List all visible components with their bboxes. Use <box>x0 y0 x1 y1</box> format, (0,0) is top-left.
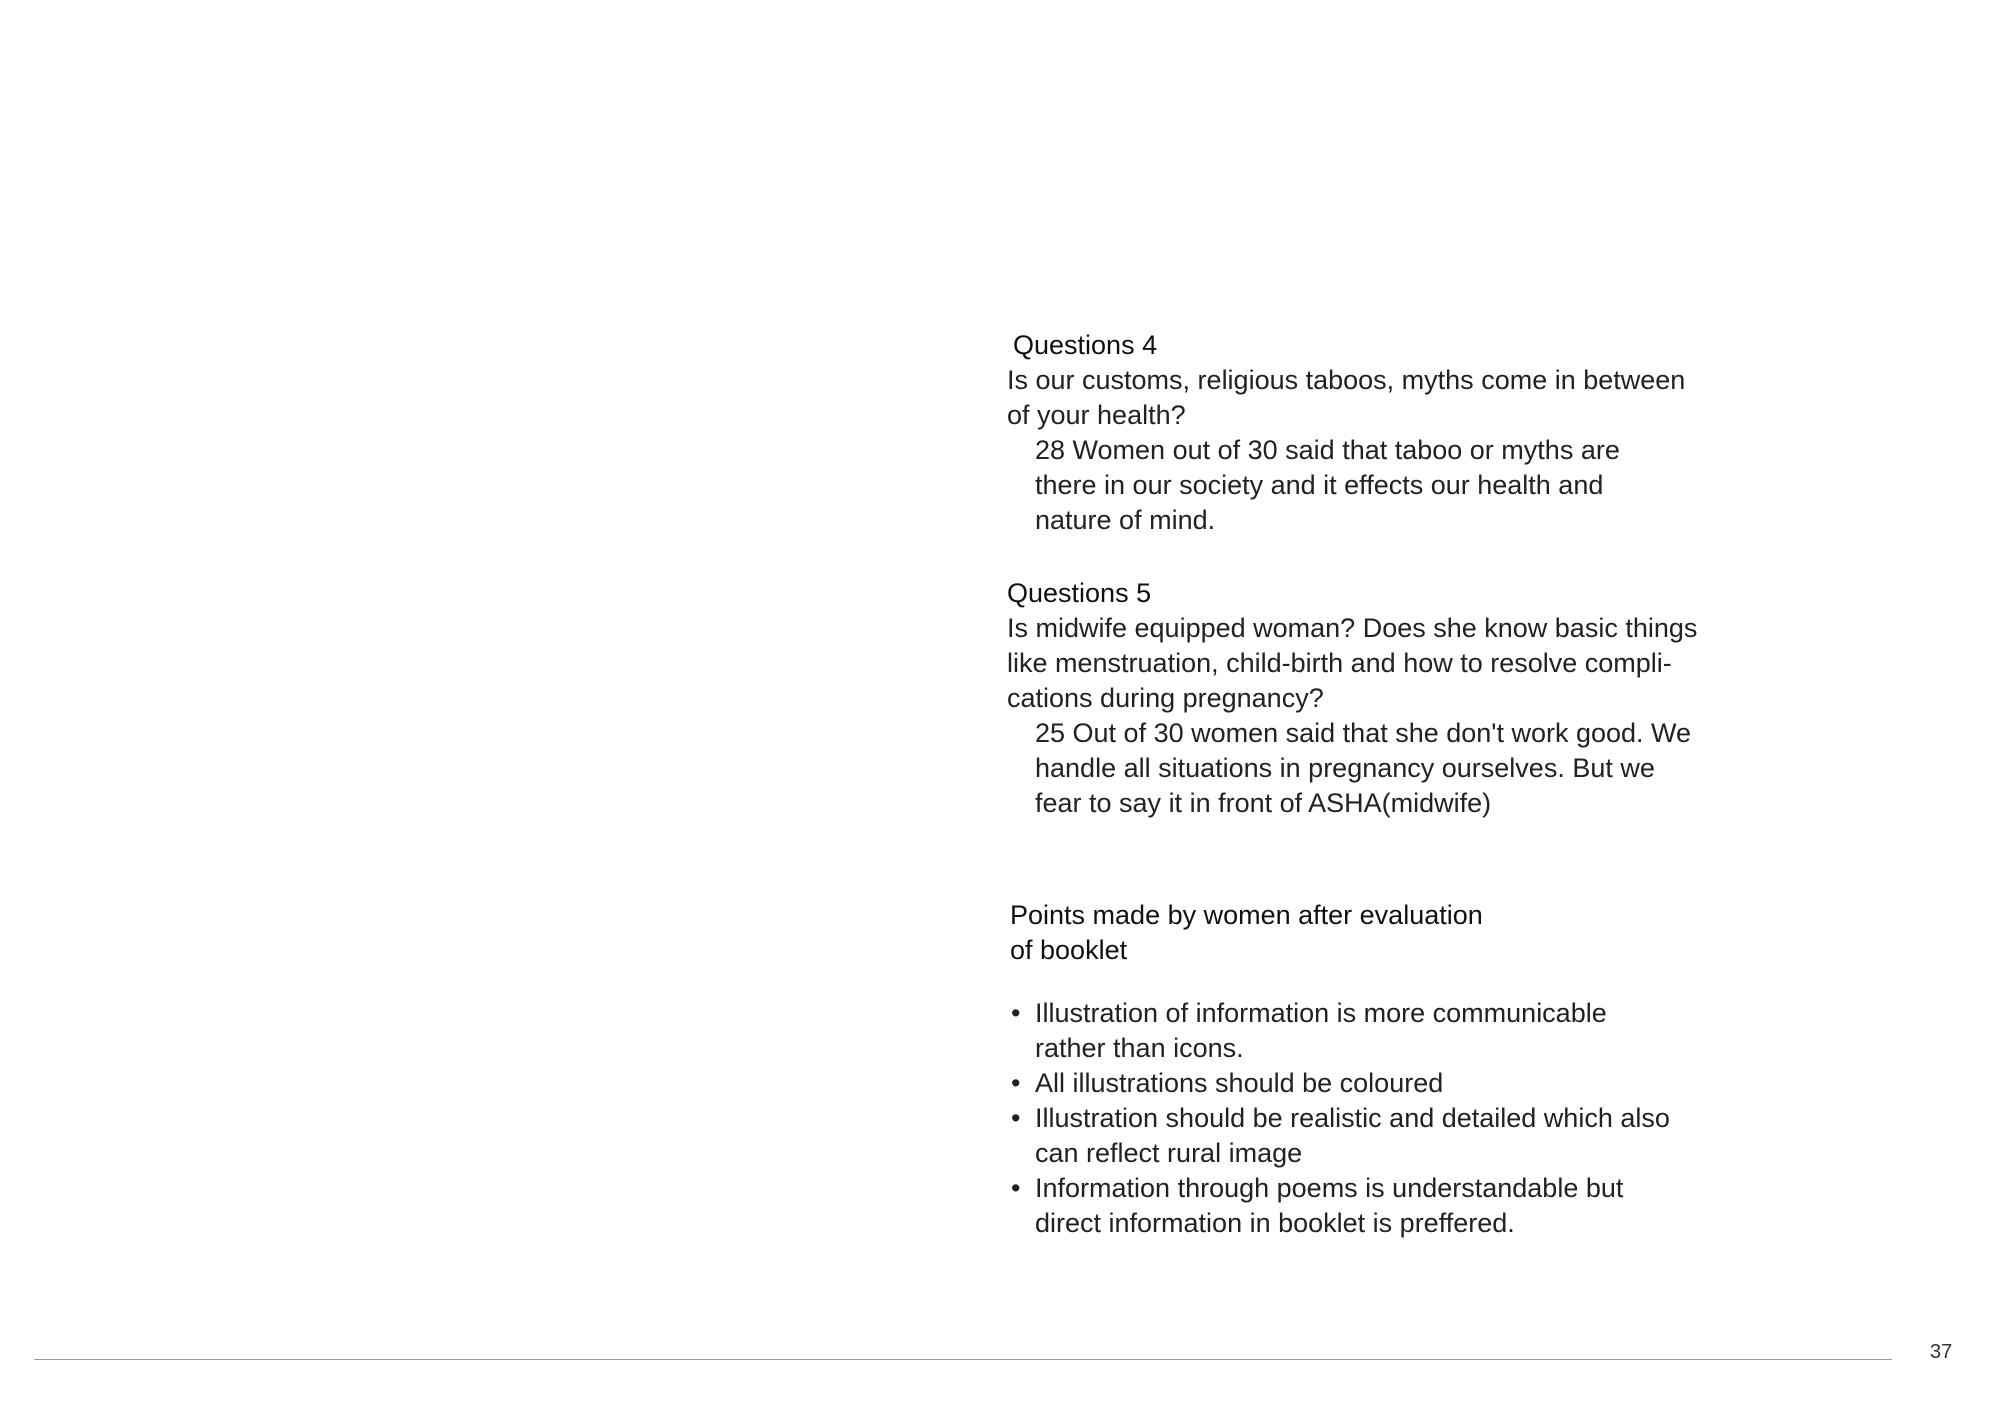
points-heading-line-1: Points made by women after evaluation <box>1010 900 1483 930</box>
question-5-section <box>1007 576 1707 821</box>
bullet-icon: • <box>1011 1103 1021 1133</box>
bullet-icon: • <box>1011 1068 1021 1098</box>
question-4-answer-line-1: 28 Women out of 30 said that taboo or myths are <box>1035 435 1620 465</box>
list-item-line-1: All illustrations should be coloured <box>1035 1068 1444 1098</box>
question-5-text-line-3: cations during pregnancy? <box>1007 683 1324 713</box>
bullet-icon: • <box>1011 998 1021 1028</box>
list-item-line-2: can reflect rural image <box>1035 1138 1303 1168</box>
list-item-line-2: rather than icons. <box>1035 1033 1244 1063</box>
question-4-answer-line-2: there in our society and it effects our health and <box>1035 470 1604 500</box>
question-5-answer-line-1: 25 Out of 30 women said that she don't work good. We <box>1035 718 1692 748</box>
evaluation-points-list <box>1007 996 1707 1241</box>
list-item <box>1007 1066 1707 1101</box>
question-5-answer-line-2: handle all situations in pregnancy ourselves. But we <box>1035 753 1655 783</box>
list-item-line-1: Illustration of information is more communicable <box>1035 998 1607 1028</box>
question-4-text-line-2: of your health? <box>1007 400 1186 430</box>
question-4-section <box>1007 328 1707 538</box>
points-heading-line-2: of booklet <box>1010 935 1128 965</box>
list-item <box>1007 996 1707 1066</box>
evaluation-points-heading <box>1010 898 1710 968</box>
question-5-text-line-2: like menstruation, child-birth and how to resolve compli- <box>1007 648 1672 678</box>
question-5-text-line-1: Is midwife equipped woman? Does she know basic things <box>1007 613 1698 643</box>
footer-rule <box>34 1359 1892 1360</box>
page-number: 37 <box>1930 1341 1953 1363</box>
list-item <box>1007 1101 1707 1171</box>
list-item-line-1: Illustration should be realistic and detailed which also <box>1035 1103 1670 1133</box>
list-item-line-2: direct information in booklet is preffered. <box>1035 1208 1515 1238</box>
bullet-icon: • <box>1011 1173 1021 1203</box>
list-item-line-1: Information through poems is understandable but <box>1035 1173 1624 1203</box>
question-4-text-line-1: Is our customs, religious taboos, myths come in between <box>1007 365 1686 395</box>
question-5-answer-line-3: fear to say it in front of ASHA(midwife) <box>1035 788 1492 818</box>
list-item <box>1007 1171 1707 1241</box>
question-4-title: Questions 4 <box>1013 330 1158 360</box>
question-4-answer-line-3: nature of mind. <box>1035 505 1216 535</box>
question-5-title: Questions 5 <box>1007 578 1152 608</box>
